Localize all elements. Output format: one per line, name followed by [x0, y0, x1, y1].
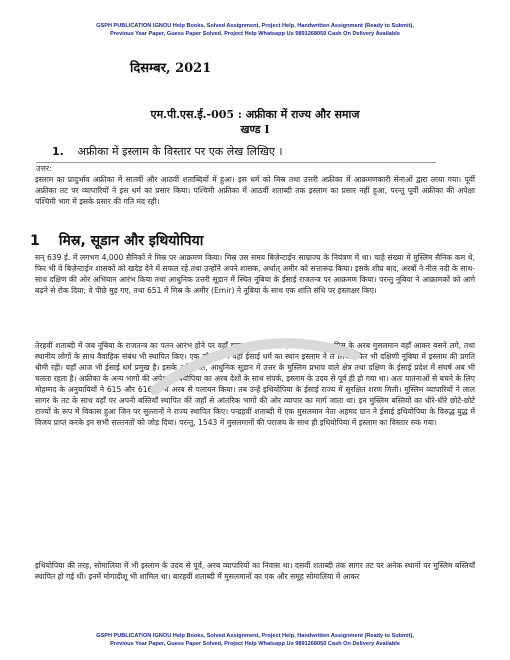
section-label: खण्ड I [240, 123, 270, 136]
course-title: एम.पी.एस.ई.-005 : अफ्रीका में राज्य और समाज [150, 108, 360, 121]
footer-line-1: GSPH PUBLICATION IGNOU Help Books, Solved Assignment, Project Help, Handwritten Assignment (Ready to Submit), [96, 633, 414, 639]
page-header [0, 22, 510, 38]
subsection-number: 1 [30, 233, 40, 249]
page-footer [0, 632, 510, 648]
footer-line-2: Previous Year Paper, Guess Paper Solved, Project Help Whatsapp Us 9891268050 Cash On Delivery Available [110, 641, 400, 647]
exam-date: दिसम्बर, 2021 [130, 61, 212, 76]
intro-paragraph: इस्लाम का प्रादुर्भाव अफ्रीका में सातवीं और आठवीं शताब्दियों में हुआ। इस धर्म को मिस्र तथा उत्तरी अफ्रीका में आक्रमणकारी सेनाओं द्वारा लाया गया। पूर्वी अफ्रीका तट पर व्यापारियों ने इस धर्म का प्रसार किया। पश्चिमी अफ्रीका में आठवीं शताब्दी तक इस्लाम का प्रसार नहीं हुआ, परन्तु पूर्वी अफ्रीका की अपेक्षा पश्चिमी भाग में इसके प्रसार की गति मंद रही। [35, 175, 475, 206]
paragraph-1: सन् 639 ई. में लगभग 4,000 सैनिकों ने मिस्र पर आक्रमण किया। मिस्र उस समय बिज़ेन्टाईन साम्राज्य के नियंत्रण में था। चाहे संख्या में मुस्लिम सैनिक कम थे, फिर भी वे बिज़ेन्टाईन शासकों को खदेड़ देने में सफल रहे तथा उन्होंने अपने शासक, अर्थात् अमीर को सत्तारूढ़ किया। इसके शीघ्र बाद, अरबों ने नील नदी के साथ-साथ दक्षिण की ओर अभियान आरंभ किया तथा आधुनिक उत्तरी सूडान में स्थित नूबिया के ईसाई राजतन्त्र पर आक्रमण किया। परन्तु नूबिया ने आक्रामकों को आगे बढ़ने से रोक दिया; वे पीछे मुड़ गए, तथा 651 में मिस्र के अमीर (Emir) ने नूबिया के साथ एक शांति संधि पर हस्ताक्षर किए। [35, 253, 475, 295]
paragraph-3: इथियोपिया की तरह, सोमालिया में भी इस्लाम के उदय से पूर्व, अरब व्यापारियों का निवास था। दसवीं शताब्दी तक सागर तट पर अनेक स्थानों पर मुस्लिम बस्तियाँ स्थापित हो गई थीं। इनमें मोगादीशू भी शामिल था। बारहवीं शताब्दी में मुसलमानों का एक और समूह सोमालिया में आकर [35, 561, 475, 581]
paragraph-2: तेरहवीं शताब्दी में जब नूबिया के राजतन्त्र का पतन आरंभ होने पर वहाँ इस्लाम का प्रभाव बढ़ना आरंभ हुआ। मिस्र के अरब मुसलमान वहाँ आकर बसने लगे, तथा स्थानीय लोगों के साथ वैवाहिक संबंध भी स्थापित किए। एक सौ वर्षों में वहाँ ईसाई धर्म का स्थान इस्लाम ने ले लिया। फिर भी दक्षिणी नूबिया में इस्लाम की प्रगति धीमी रही। वहाँ आज भी ईसाई धर्म प्रमुख है। इसके अतिरिक्त, आधुनिक सूडान में उत्तर के मुस्लिम प्रभाव वाले क्षेत्र तथा दक्षिण के ईसाई प्रदेश में संघर्ष अब भी चलता रहता है। अफ्रीका के अन्य भागों की अपेक्षा इथियोपिया का अरब देशों के साथ संपर्क, इस्लाम के उदय से पूर्व ही हो गया था। अतः यातनाओं से बचने के लिए मोहम्मद के अनुयायियों ने 615 और 616 ई. में अरब से पलायन किया। तब उन्हें इथियोपिया के ईसाई राज्य में सुरक्षित शरण मिली। मुस्लिम व्यापारियों ने लाल सागर के तट के साथ वहाँ पर अपनी बस्तियाँ स्थापित कीं जहाँ से आंतरिक भागों की ओर व्यापार का मार्ग जाता था। इन मुस्लिम बस्तियों का धीरे-धीरे छोटे-छोटे राज्यों के रूप में विकास हुआ जिन पर सुल्तानों ने राज्य स्थापित किए। पन्द्रहवीं शताब्दी में एक मुसलमान नेता अहमद ग्रान ने ईसाई इथियोपिया के विरुद्ध युद्ध में विजय प्राप्त करके इन सभी सल्तनतों को जोड़ दिया। परन्तु, 1543 में मुसलमानों की पराजय के साथ ही इथियोपिया में इस्लाम का विस्तार रुक गया। [35, 341, 475, 427]
answer-label: उत्तर: [36, 164, 52, 173]
subsection-heading [30, 231, 203, 250]
course-title-block [60, 107, 450, 137]
subsection-title: मिस्र, सूडान और इथियोपिया [58, 233, 204, 249]
question-text: अफ्रीका में इस्लाम के विस्तार पर एक लेख लिखिए । [77, 145, 283, 158]
header-line-2: Previous Year Paper, Guess Paper Solved, Project Help Whatsapp Us 9891268050 Cash On Delivery Available [110, 31, 400, 37]
question-underline [36, 162, 436, 163]
header-line-1: GSPH PUBLICATION IGNOU Help Books, Solved Assignment, Project Help, Handwritten Assignment (Ready to Submit), [96, 23, 414, 29]
question-number: 1. [52, 145, 64, 158]
question-line [52, 144, 472, 159]
